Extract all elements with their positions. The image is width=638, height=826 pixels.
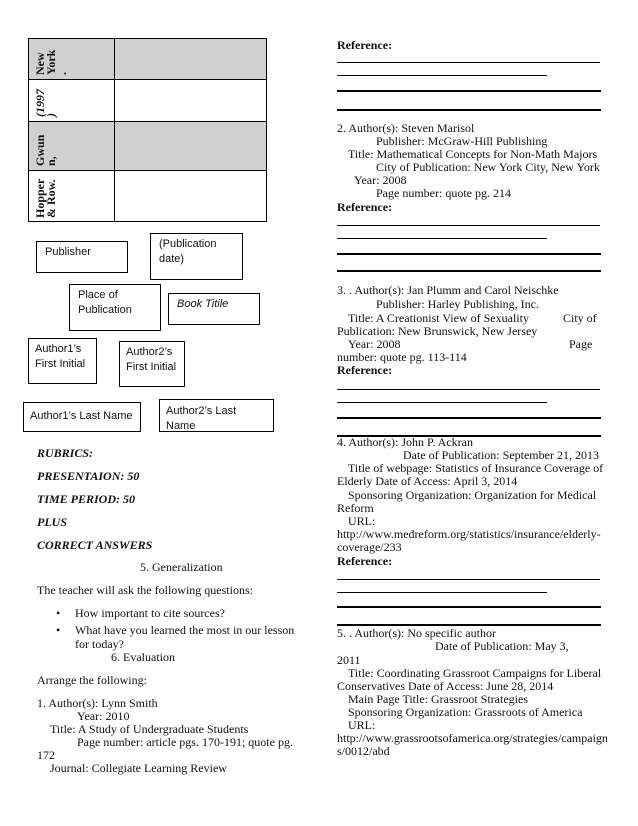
entry5-date-cont: 2011 [337,653,361,667]
entry5-title: Title: Coordinating Grassroot Campaigns for Liberal [348,666,602,680]
evaluation-heading: 6. Evaluation [111,650,175,664]
entry3-city: Publication: New Brunswick, New Jersey [337,324,538,338]
entry2-page: Page number: quote pg. 214 [376,186,511,200]
entry1-year: Year: 2010 [77,709,130,723]
reference-label: Reference: [337,200,393,214]
entry4-url: http://www.medreform.org/statistics/insurance/elderly- [337,527,601,541]
divider [337,417,601,419]
rubric-correct-answers: CORRECT ANSWERS [37,538,153,552]
entry5-title-cont: Conservatives Date of Access: June 28, 2014 [337,679,554,693]
author2-last-name-box: Author2’s Last Name [159,399,274,432]
bullet-dot: • [56,606,61,620]
entry4-title: Title of webpage: Statistics of Insurance Coverage of [348,461,604,475]
entry4-title-cont: Elderly Date of Access: April 3, 2014 [337,474,518,488]
table-row [29,39,266,80]
reference-label: Reference: [337,554,393,568]
publication-date-box: (Publication date) [150,233,243,280]
divider [337,253,601,255]
entry2-publisher: Publisher: McGraw-Hill Publishing [376,134,548,148]
entry5-org: Sponsoring Organization: Grassroots of America [348,705,583,719]
row-label: New York . [33,49,69,75]
author1-first-initial-box: Author1’s First Initial [28,338,97,384]
entry3-title: Title: A Creationist View of Sexuality [348,311,529,325]
entry2-title: Title: Mathematical Concepts for Non-Math Majors [348,147,598,161]
entry5-url-cont: s/0012/abd [337,744,390,758]
entry4-url-cont: coverage/233 [337,540,402,554]
row-label: Gwun n, [33,134,58,166]
entry1-page: Page number: article pgs. 170-191; quote pg. [77,735,293,749]
answer-line [337,389,600,390]
answer-line [337,592,547,593]
bullet-1-text: How important to cite sources? [75,606,225,620]
divider [337,90,601,92]
arrange-text: Arrange the following: [37,673,147,687]
entry4-author: 4. Author(s): John P. Ackran [337,435,473,449]
entry5-date: Date of Publication: May 3, [435,639,569,653]
answer-line [337,62,600,63]
rubric-time-period: TIME PERIOD: 50 [37,492,136,506]
teacher-ask-text: The teacher will ask the following questions: [37,583,253,597]
author1-last-name-box: Author1’s Last Name [23,402,141,432]
entry3-city-label: City of [563,311,597,325]
divider [337,109,601,111]
rubrics-heading: RUBRICS: [37,446,94,460]
entry1-journal: Journal: Collegiate Learning Review [50,761,227,775]
entry5-main-title: Main Page Title: Grassroot Strategies [348,692,528,706]
table-row [29,171,266,222]
row-label: (1997 ) [33,89,58,117]
publisher-box: Publisher [36,241,128,273]
place-of-publication-box: Place of Publication [69,284,161,331]
generalization-heading: 5. Generalization [140,560,223,574]
answer-line [337,225,600,226]
table-row [29,80,266,122]
entry2-city: City of Publication: New York City, New York [376,160,600,174]
entry5-url: http://www.grassrootsofamerica.org/strategies/campaign [337,731,608,745]
entry3-publisher: Publisher: Harley Publishing, Inc. [376,297,539,311]
reference-label: Reference: [337,363,393,377]
rubric-plus: PLUS [37,515,67,529]
book-title-box: Book Titile [168,293,260,325]
answer-line [337,402,547,403]
bullet-dot: • [56,623,61,637]
divider [337,606,601,608]
answer-line [337,579,600,580]
bullet-2-text: What have you learned the most in our lesson [75,623,295,637]
divider [337,270,601,272]
entry3-year: Year: 2008 [348,337,401,351]
entry2-author: 2. Author(s): Steven Marisol [337,121,475,135]
entry1-title: Title: A Study of Undergraduate Students [50,722,249,736]
entry5-url-label: URL: [348,718,376,732]
entry4-url-label: URL: [348,514,376,528]
entry4-date: Date of Publication: September 21, 2013 [403,448,599,462]
entry3-page: number: quote pg. 113-114 [337,350,467,364]
rubric-presentation: PRESENTAION: 50 [37,469,140,483]
citation-table [28,38,267,222]
entry5-author: 5. . Author(s): No specific author [337,626,496,640]
answer-line [337,75,547,76]
entry1-page-cont: 172 [37,748,55,762]
answer-line [337,238,547,239]
entry3-page-label: Page [569,337,593,351]
author2-first-initial-box: Author2’s First Initial [119,341,185,387]
table-row [29,122,266,171]
bullet-2-text-cont: for today? [75,637,124,651]
entry4-org-cont: Reform [337,501,374,515]
entry4-org: Sponsoring Organization: Organization for Medical [348,488,597,502]
row-label: Hopper & Row. [33,178,58,218]
entry2-year: Year: 2008 [354,173,407,187]
entry1-author: 1. Author(s): Lynn Smith [37,696,158,710]
reference-label: Reference: [337,38,393,52]
entry3-author: 3. . Author(s): Jan Plumm and Carol Neischke [337,283,559,297]
